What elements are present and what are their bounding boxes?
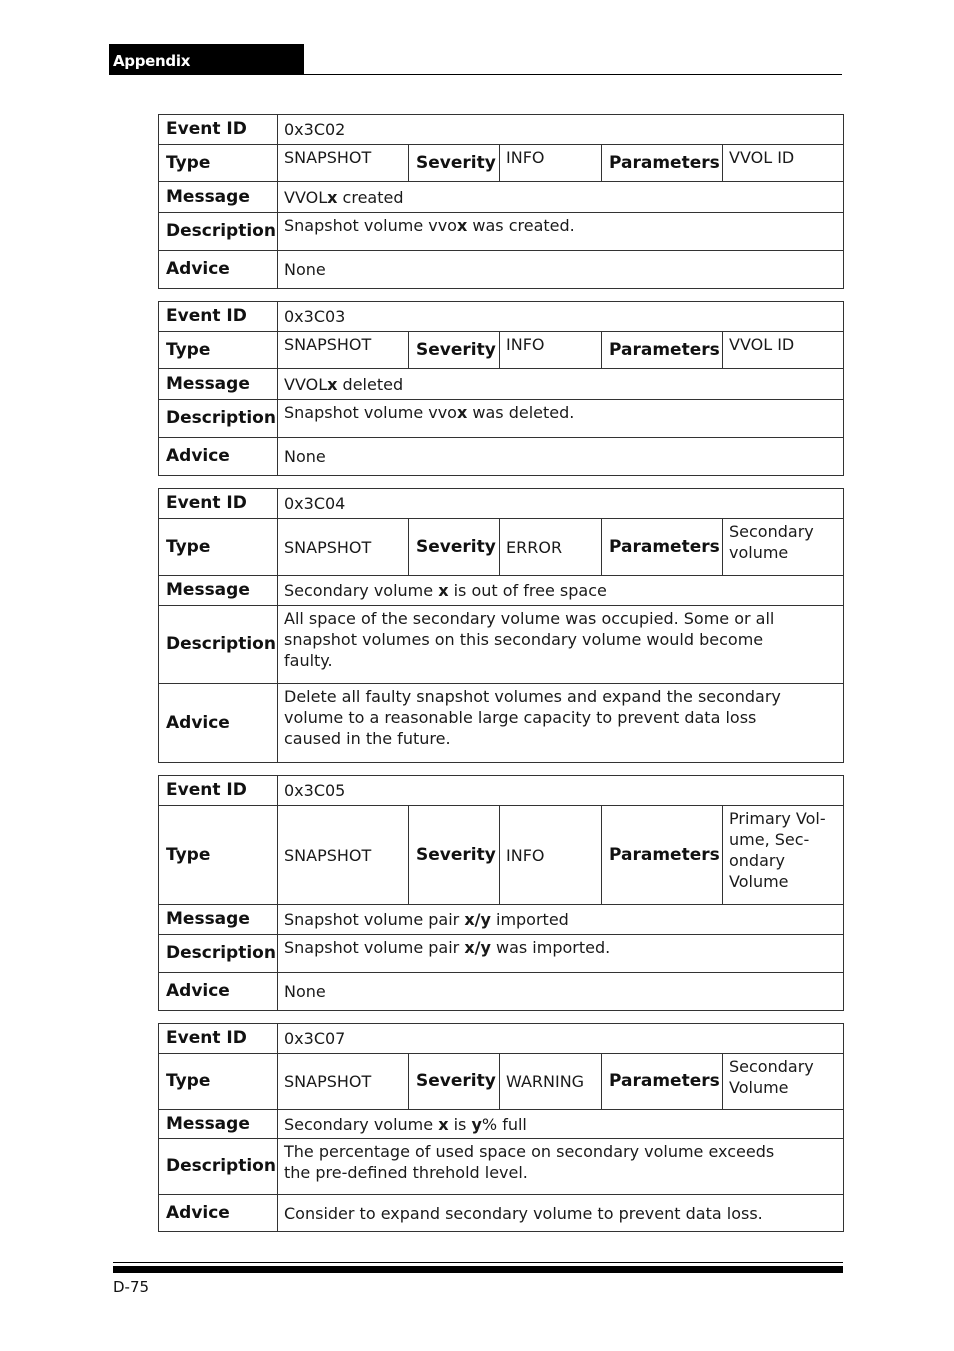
severity-value: INFO [500,145,602,182]
severity-label: Severity [409,519,500,576]
parameters-label: Parameters [602,806,723,905]
advice-label: Advice [159,251,278,289]
event-table-0x3C02 [158,114,844,289]
parameters-label: Parameters [602,519,723,576]
type-label: Type [159,145,278,182]
event-id-value: 0x3C05 [278,776,844,806]
type-value: SNAPSHOT [278,806,409,905]
event-id-label: Event ID [159,115,278,145]
parameters-value: VVOL ID [723,145,844,182]
description-value: The percentage of used space on secondary volume exceeds the pre-defined threhold level. [278,1139,844,1195]
type-label: Type [159,806,278,905]
message-label: Message [159,1110,278,1139]
type-value: SNAPSHOT [278,332,409,369]
advice-label: Advice [159,438,278,476]
advice-label: Advice [159,684,278,763]
type-label: Type [159,1054,278,1110]
severity-label: Severity [409,145,500,182]
description-value: Snapshot volume vvox was created. [278,213,844,251]
description-label: Description [159,1139,278,1195]
message-value: Secondary volume x is out of free space [278,576,844,606]
message-label: Message [159,905,278,935]
page-number: D-75 [113,1278,150,1296]
message-label: Message [159,369,278,400]
severity-value: INFO [500,332,602,369]
event-id-label: Event ID [159,489,278,519]
advice-value: None [278,973,844,1011]
type-value: SNAPSHOT [278,145,409,182]
section-title: Appendix [113,52,191,70]
advice-value: Consider to expand secondary volume to prevent data loss. [278,1195,844,1232]
event-id-value: 0x3C07 [278,1024,844,1054]
description-label: Description [159,935,278,973]
advice-label: Advice [159,973,278,1011]
description-label: Description [159,606,278,684]
severity-label: Severity [409,332,500,369]
description-label: Description [159,400,278,438]
event-table-0x3C03 [158,301,844,476]
description-value: Snapshot volume pair x/y was imported. [278,935,844,973]
parameters-value: Secondary Volume [723,1054,844,1110]
message-label: Message [159,576,278,606]
type-label: Type [159,519,278,576]
description-label: Description [159,213,278,251]
description-value: All space of the secondary volume was occupied. Some or all snapshot volumes on this secondary volume would become faulty. [278,606,844,684]
advice-value: Delete all faulty snapshot volumes and expand the secondary volume to a reasonable large capacity to prevent data loss caused in the future. [278,684,844,763]
event-id-value: 0x3C03 [278,302,844,332]
parameters-label: Parameters [602,332,723,369]
description-value: Snapshot volume vvox was deleted. [278,400,844,438]
type-value: SNAPSHOT [278,519,409,576]
event-id-label: Event ID [159,1024,278,1054]
type-label: Type [159,332,278,369]
message-value: Snapshot volume pair x/y imported [278,905,844,935]
type-value: SNAPSHOT [278,1054,409,1110]
event-id-label: Event ID [159,302,278,332]
event-id-label: Event ID [159,776,278,806]
parameters-value: VVOL ID [723,332,844,369]
severity-value: WARNING [500,1054,602,1110]
advice-value: None [278,438,844,476]
severity-value: ERROR [500,519,602,576]
message-value: VVOLx deleted [278,369,844,400]
event-table-0x3C04 [158,488,844,763]
severity-value: INFO [500,806,602,905]
advice-value: None [278,251,844,289]
footer-rule-thick [113,1266,843,1273]
section-header-tab [109,44,304,75]
severity-label: Severity [409,806,500,905]
message-label: Message [159,182,278,213]
parameters-label: Parameters [602,145,723,182]
parameters-label: Parameters [602,1054,723,1110]
event-table-0x3C07 [158,1023,844,1232]
advice-label: Advice [159,1195,278,1232]
message-value: VVOLx created [278,182,844,213]
message-value: Secondary volume x is y% full [278,1110,844,1139]
header-rule [304,74,842,75]
event-id-value: 0x3C02 [278,115,844,145]
event-table-0x3C05 [158,775,844,1011]
event-id-value: 0x3C04 [278,489,844,519]
parameters-value: Secondary volume [723,519,844,576]
severity-label: Severity [409,1054,500,1110]
footer-rule-thin [113,1262,843,1263]
parameters-value: Primary Vol- ume, Sec- ondary Volume [723,806,844,905]
